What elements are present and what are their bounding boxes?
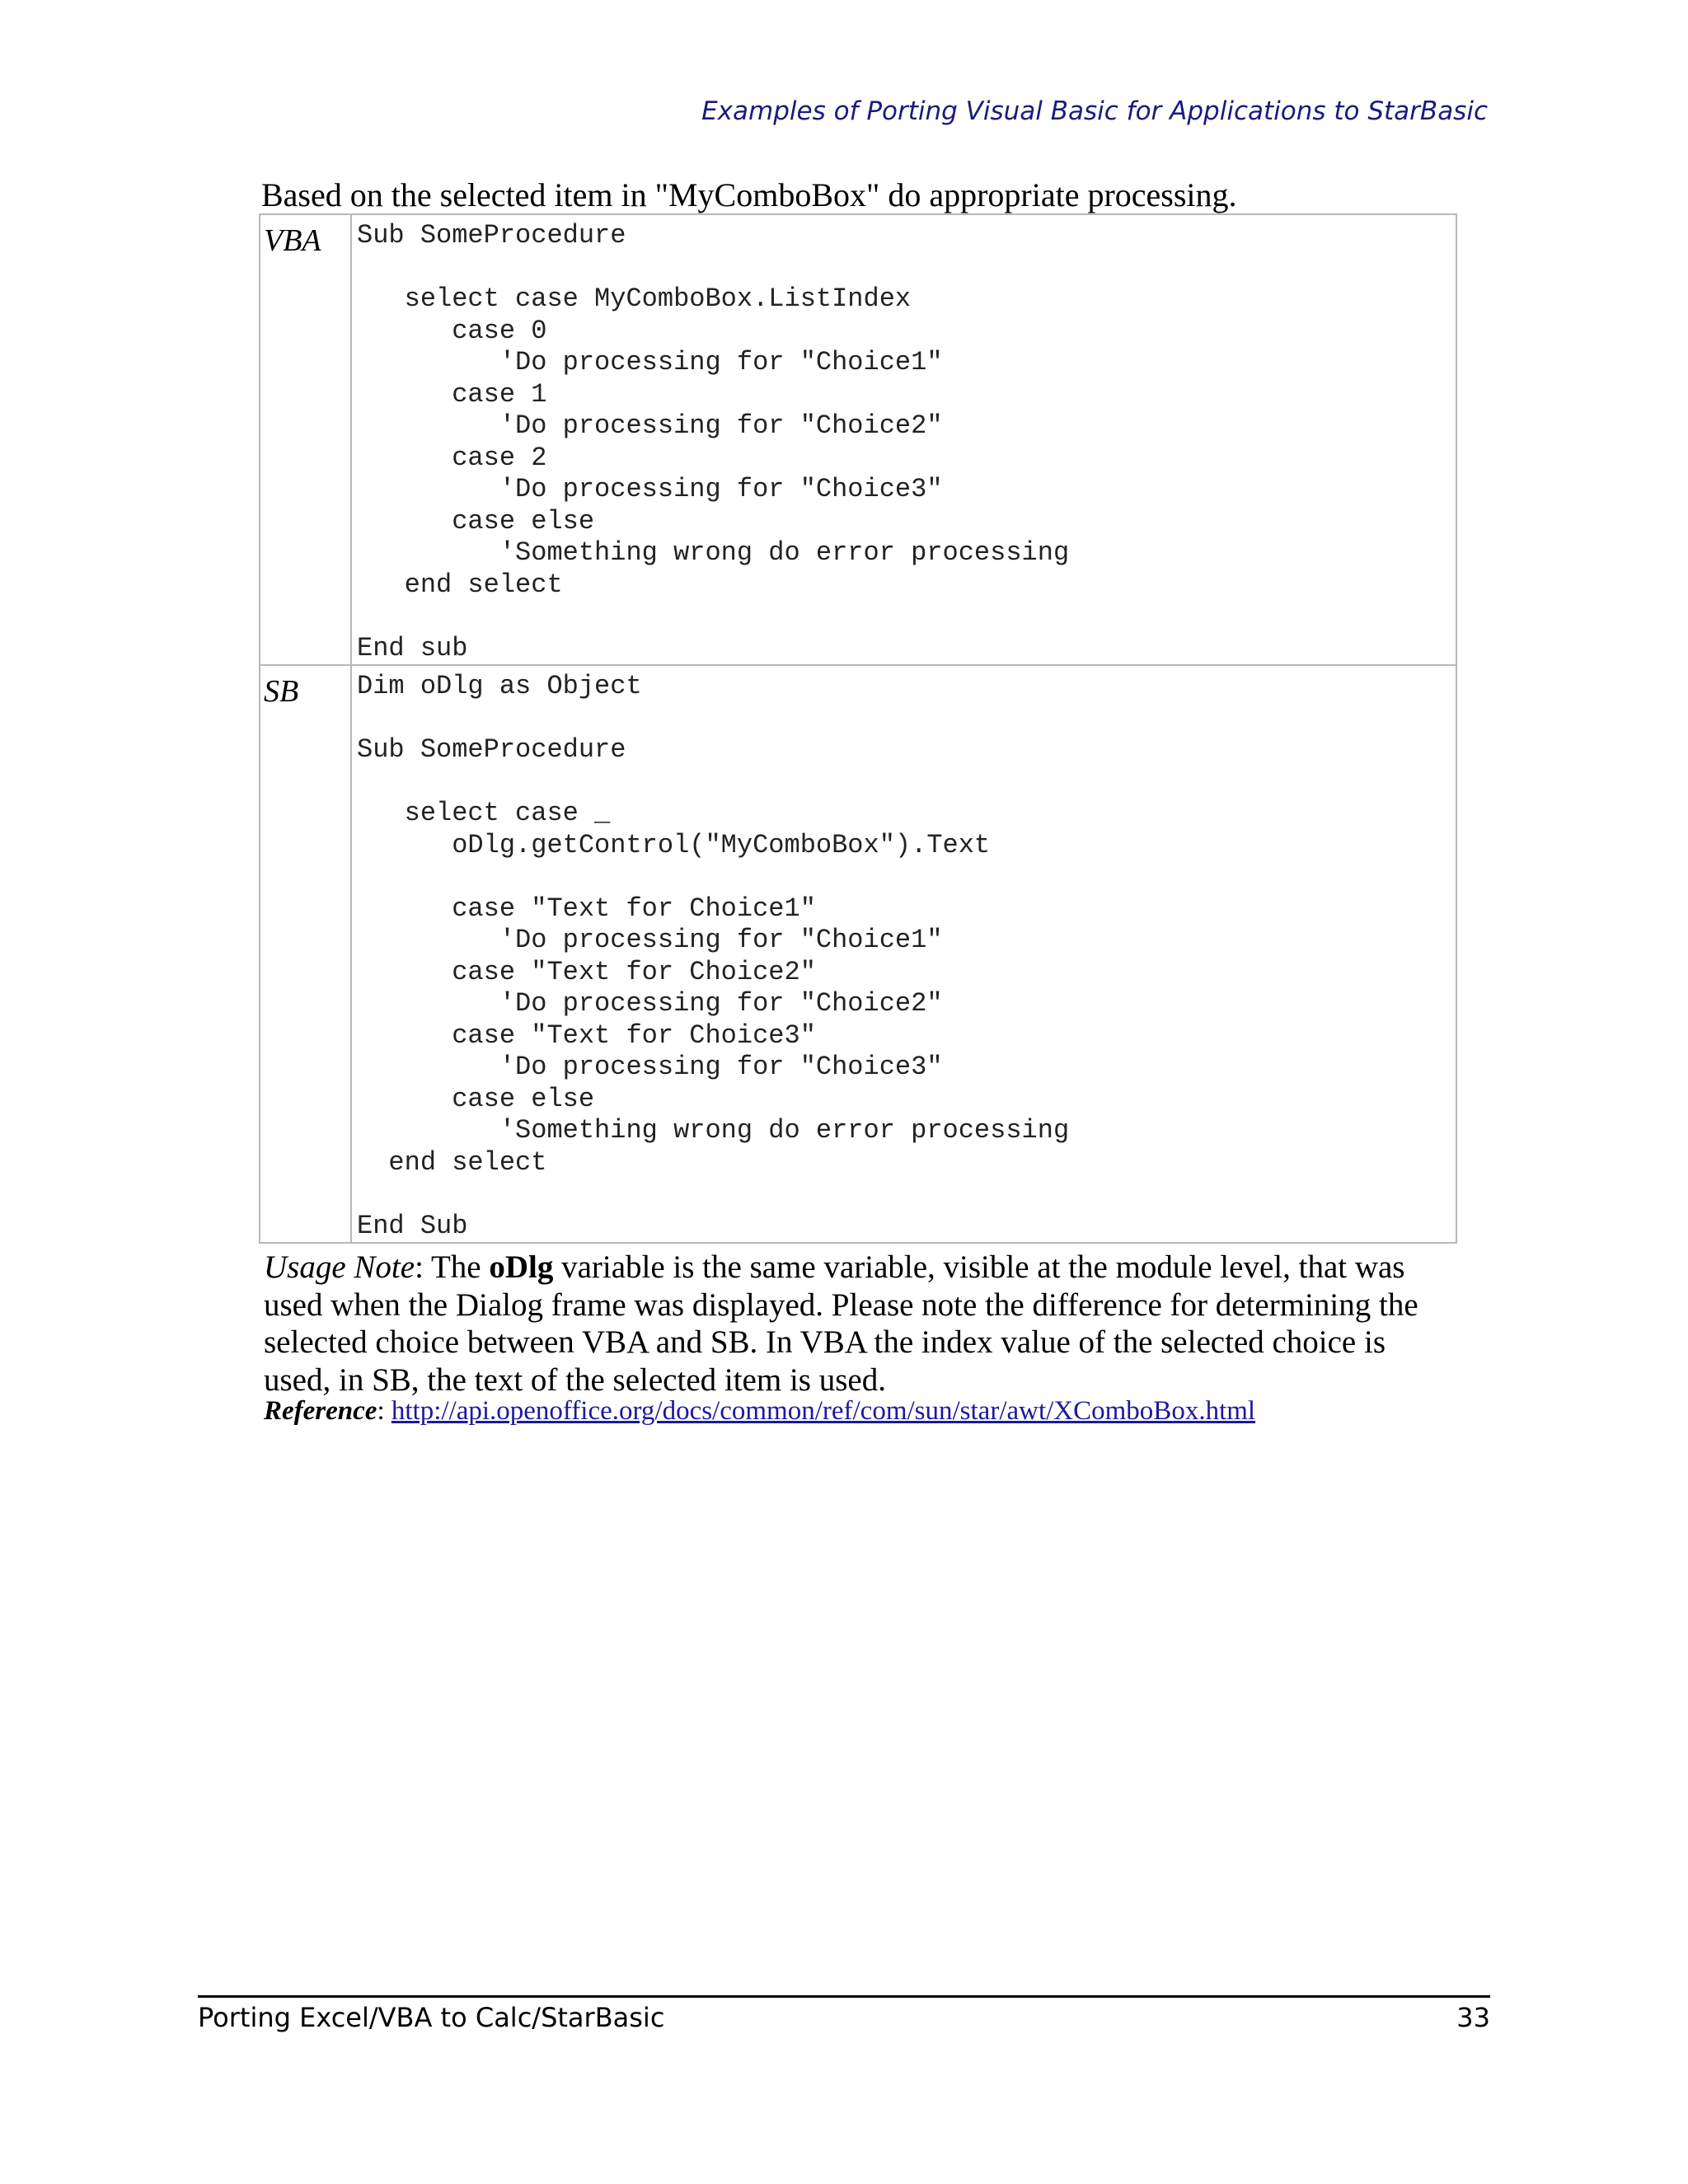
- running-header: Examples of Porting Visual Basic for Applications to StarBasic: [701, 96, 1488, 126]
- usage-note-variable: oDlg: [489, 1249, 554, 1285]
- reference-link[interactable]: http://api.openoffice.org/docs/common/ref/com/sun/star/awt/XComboBox.html: [391, 1396, 1256, 1426]
- code-cell: [351, 214, 1456, 665]
- usage-note-paragraph: [264, 1249, 1451, 1399]
- usage-note-text-pre: : The: [415, 1249, 490, 1285]
- language-label: SB: [260, 665, 351, 1243]
- page-number: 33: [1456, 2002, 1490, 2033]
- intro-paragraph: Based on the selected item in "MyComboBox" do appropriate processing.: [261, 176, 1237, 213]
- sb-code-block: Dim oDlg as Object Sub SomeProcedure select case _ oDlg.getControl("MyComboBox").Text case "Text for Choice1" 'Do processing for "Choice1" case "Text for Choice2" 'Do processing for "Choice2" case "Text for Choice3" 'Do processing for "Choice3" case else 'Something wrong do error processing end select End Sub: [357, 671, 1070, 1241]
- usage-note-text-post: variable is the same variable, visible at the module level, that was used when the Dialog frame was displayed. Please note the difference for determining the selected choice between VBA and SB. In VBA the index value of the selected choice is used, in SB, the text of the selected item is used.: [264, 1249, 1418, 1398]
- reference-separator: :: [377, 1396, 392, 1426]
- code-cell: [351, 665, 1456, 1243]
- usage-note-label: Usage Note: [264, 1249, 415, 1285]
- reference-line: [264, 1396, 1255, 1427]
- code-comparison-table: [259, 213, 1457, 1244]
- table-row: [260, 665, 1456, 1243]
- footer-title: Porting Excel/VBA to Calc/StarBasic: [198, 2002, 665, 2033]
- vba-code-block: Sub SomeProcedure select case MyComboBox.ListIndex case 0 'Do processing for "Choice1" case 1 'Do processing for "Choice2" case 2 'Do processing for "Choice3" case else 'Something wrong do error processing end select End sub: [357, 220, 1070, 663]
- table-row: [260, 214, 1456, 665]
- reference-label: Reference: [264, 1396, 377, 1426]
- language-label: VBA: [260, 214, 351, 665]
- footer-divider: [198, 1995, 1490, 1998]
